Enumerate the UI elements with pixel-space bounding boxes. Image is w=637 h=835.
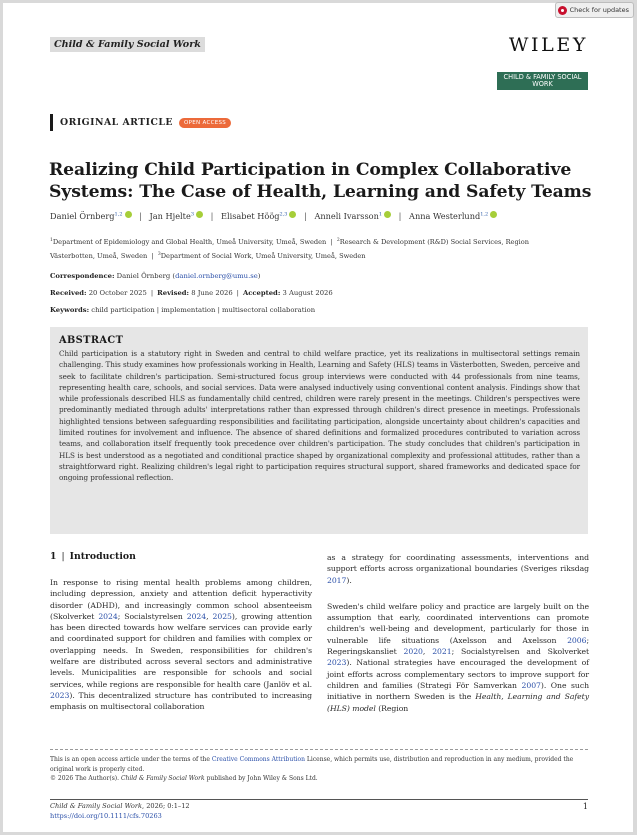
- citation-link[interactable]: 2021: [432, 647, 452, 657]
- citation-link[interactable]: 2006: [567, 635, 587, 645]
- check-updates-label: Check for updates: [569, 6, 629, 14]
- article-dates: [50, 289, 333, 297]
- accepted-label: Accepted:: [242, 289, 281, 297]
- copyright-journal: Child & Family Social Work: [120, 775, 205, 782]
- correspondence-label: Correspondence:: [50, 272, 115, 280]
- author-affiliation-sup: 1: [378, 211, 383, 218]
- affiliation-text: Research & Development (R&D) Social Services, Region Västerbotten, Umeå, Sweden: [50, 238, 530, 260]
- footer-citation: , 2026; 0:1–12: [142, 802, 190, 810]
- author-separator: |: [210, 211, 214, 221]
- text-run: ). This decentralized structure has contributed to increasing emphasis on multisectoral collaboration: [50, 690, 312, 712]
- author-name[interactable]: Jan Hjelte: [149, 211, 191, 221]
- check-for-updates-button[interactable]: [555, 2, 634, 18]
- copyright-text: published by John Wiley & Sons Ltd.: [204, 775, 318, 782]
- revised-label: Revised:: [157, 289, 190, 297]
- abstract-heading: ABSTRACT: [59, 335, 124, 346]
- affiliation-text: Department of Epidemiology and Global Health, Umeå University, Umeå, Sweden: [52, 238, 327, 247]
- affiliation-number: 3: [157, 251, 161, 257]
- text-run: (Region: [375, 703, 409, 713]
- date-separator: |: [150, 289, 154, 297]
- citation-link[interactable]: 2023: [327, 658, 347, 668]
- author-affiliation-sup: 3: [190, 211, 194, 218]
- correspondence: Correspondence: Daniel Örnberg (daniel.ornberg@umu.se): [50, 272, 261, 280]
- article-type-row: [50, 114, 231, 131]
- section-heading: [50, 551, 136, 562]
- orcid-icon[interactable]: [384, 211, 391, 218]
- abstract-text: Child participation is a statutory right in Sweden and central to child welfare practice, yet its realizations in multisectoral settings remain challenging. This study examines how professionals working in Health, Learning and Safety (HLS) teams in Västerbotten, Sweden, perceive and seek to facilitate children's participation. Semi-structured focus group interviews were conducted with 44 professionals from nine teams, representing health care, schools, and social services. Data were analysed inductively using conventional content analysis. Findings show that while professionals described HLS as fundamentally child centred, children were rarely present in the meetings. Children's perspectives were predominantly mediated through adults' interpretations rather than expressed through children's direct presence in meetings. Professionals highlighted tensions between safeguarding responsibilities and facilitating participation, alongside uncertainty about children's capacities and limited routines for involvement and influence. The absence of shared definitions and formalized procedures contributed to variation across teams, and collaboration itself frequently took precedence over children's participation. The study concludes that children's participation in HLS is best understood as a negotiated and conditional practice shaped by organizational complexity and professional attitudes, rather than a straightforward right. Realizing children's legal right to participation requires structural support, shared frameworks and dedicated space for ongoing professional reflection.: [59, 349, 580, 483]
- received-label: Received:: [50, 289, 87, 297]
- author-affiliation-sup: 2,3: [279, 211, 288, 218]
- received-date: 20 October 2025: [88, 289, 147, 297]
- text-run: ,: [206, 611, 213, 621]
- affiliation-text: Department of Social Work, Umeå University, Umeå, Sweden: [160, 251, 366, 260]
- author-separator: |: [139, 211, 142, 221]
- paragraph: [327, 601, 589, 714]
- orcid-icon[interactable]: [196, 211, 203, 218]
- text-run: In response to rising mental health problems among children, including depression, anxiety and attention deficit hyperactivity disorder (ADHD), and increasingly common school absenteeism (Skolverket: [50, 578, 312, 621]
- keywords: [50, 306, 315, 314]
- revised-date: 8 June 2026: [191, 289, 233, 297]
- article-type-bar: [50, 114, 53, 131]
- author-name[interactable]: Anneli Ivarsson: [314, 211, 379, 221]
- author-name[interactable]: Elisabet Höög: [220, 211, 280, 221]
- section-title: Introduction: [69, 551, 136, 562]
- citation-link[interactable]: 2017: [327, 575, 347, 585]
- orcid-icon[interactable]: [490, 211, 497, 218]
- text-run: ), growing attention has been directed towards how welfare services can provide early and coordinated support for children and families with complex or overlapping needs. In Sweden, responsibilities for children's welfare are distributed across several sectors and administrative levels. Municipalities are responsible for schools and social services, while regions are responsible for health care (Janlöv et al.: [50, 611, 312, 689]
- open-access-badge[interactable]: OPEN ACCESS: [179, 118, 231, 128]
- keywords-list: child participation | implementation | multisectoral collaboration: [91, 306, 316, 314]
- text-run: ; Regeringskansliet: [327, 635, 589, 657]
- orcid-icon[interactable]: [289, 211, 296, 218]
- article-type-label: ORIGINAL ARTICLE: [60, 117, 174, 128]
- correspondence-name: Daniel Örnberg: [116, 272, 171, 280]
- affiliation-number: 1: [50, 238, 53, 243]
- text-run: ; Socialstyrelsen: [117, 611, 187, 621]
- text-run: ). One such initiative in northern Sweden is the: [327, 680, 589, 702]
- right-column: [327, 552, 589, 723]
- article-page: [3, 3, 633, 832]
- article-title: Realizing Child Participation in Complex Collaborative Systems: The Case of Health, Learning and Safety Teams: [49, 160, 592, 202]
- citation-link[interactable]: 2020: [403, 647, 423, 657]
- author-separator: |: [304, 211, 307, 221]
- text-run: ,: [422, 647, 433, 657]
- abstract-box: [50, 327, 588, 534]
- author-separator: |: [398, 211, 402, 221]
- correspondence-email-link[interactable]: daniel.ornberg@umu.se: [175, 272, 258, 280]
- text-run: License, which permits use, distribution and reproduction in any medium, provided the original work is properly cited.: [50, 756, 574, 773]
- section-number: 1: [50, 551, 57, 562]
- journal-name-tag[interactable]: Child & Family Social Work: [50, 37, 205, 52]
- author-affiliation-sup: 1,2: [114, 211, 123, 218]
- text-run: This is an open access article under the terms of the: [50, 756, 212, 763]
- left-column: [50, 577, 312, 722]
- accepted-date: 3 August 2026: [282, 289, 333, 297]
- text-run: as a strategy for coordinating assessments, interventions and support efforts across organizational boundaries (Sveriges riksdag: [327, 553, 589, 574]
- citation-link[interactable]: 2007: [521, 680, 541, 690]
- section-pipe: |: [61, 551, 65, 562]
- crossmark-icon: [558, 6, 567, 15]
- orcid-icon[interactable]: [125, 211, 132, 218]
- keywords-label: Keywords:: [50, 306, 90, 314]
- citation-link[interactable]: 2024: [186, 611, 207, 621]
- journal-logo[interactable]: CHILD & FAMILY SOCIAL WORK: [497, 72, 588, 90]
- text-run: ). National strategies have encouraged the development of joint efforts across complementary sectors to improve support for children and families (Strategi För Samverkan: [327, 658, 589, 690]
- license-link[interactable]: Creative Commons Attribution: [211, 756, 306, 763]
- citation-link[interactable]: 2023: [50, 690, 70, 700]
- footer-journal: Child & Family Social Work: [50, 802, 143, 810]
- citation-footer: [50, 802, 588, 821]
- footer-divider: [50, 749, 588, 750]
- doi-link[interactable]: https://doi.org/10.1111/cfs.70263: [50, 811, 162, 820]
- page-number: 1: [582, 802, 588, 811]
- text-run: ; Socialstyrelsen and Skolverket: [451, 647, 589, 657]
- affiliation-number: 2: [336, 238, 340, 243]
- affiliations: $^1$Department of Epidemiology and Global Health, Umeå University, Umeå, Sweden | $^2$Research & Development (R&D) Social Services, Region Västerbotten, Umeå, Sweden | $^3$Department of Social Work, Umeå University, Umeå, Sweden: [50, 238, 530, 260]
- bottom-divider: [50, 799, 588, 800]
- text-run: Sweden's child welfare policy and practice are largely built on the assumption that early, coordinated interventions can promote children's well-being and development, particularly for those in vulnerable life situations (Axelsson and Axelsson: [327, 601, 589, 645]
- license-notice: [50, 755, 588, 784]
- citation-link[interactable]: 2024: [98, 611, 118, 621]
- author-name[interactable]: Daniel Örnberg: [50, 211, 115, 221]
- italic-text: Health, Learning and Safety (HLS) model: [327, 692, 589, 713]
- date-separator: |: [236, 289, 239, 297]
- author-list: [50, 211, 610, 221]
- author-affiliation-sup: 1,2: [480, 211, 489, 218]
- text-run: ).: [346, 575, 352, 585]
- paragraph: [327, 552, 589, 586]
- copyright-text: © 2026 The Author(s).: [50, 775, 121, 782]
- publisher-logo[interactable]: WILEY: [508, 34, 588, 56]
- paragraph: [50, 577, 312, 713]
- author-name[interactable]: Anna Westerlund: [409, 211, 481, 221]
- citation-link[interactable]: 2025: [212, 611, 232, 621]
